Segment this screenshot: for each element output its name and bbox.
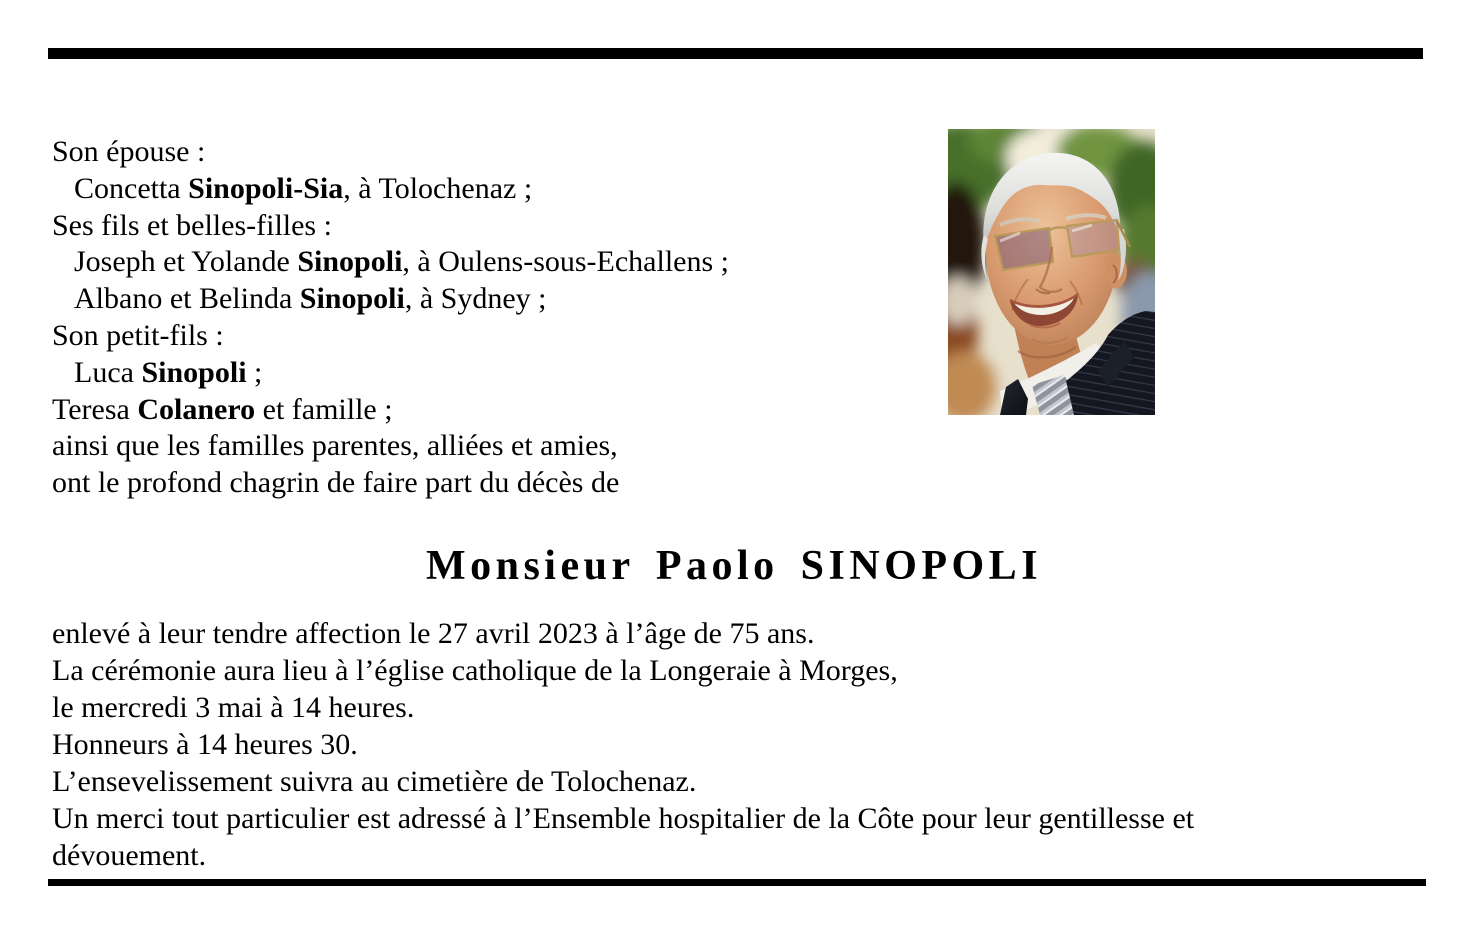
family-line: Teresa Colanero et famille ; <box>52 392 393 426</box>
portrait-photo <box>948 129 1155 415</box>
family-line: Ses fils et belles-filles : <box>52 208 332 242</box>
family-line: Concetta Sinopoli-Sia, à Tolochenaz ; <box>74 171 533 205</box>
family-line: Son petit-fils : <box>52 318 224 352</box>
detail-line: La cérémonie aura lieu à l’église catholique de la Longeraie à Morges, <box>52 654 898 687</box>
detail-line: Un merci tout particulier est adressé à l’Ensemble hospitalier de la Côte pour leur gentillesse et <box>52 802 1195 835</box>
family-line: ainsi que les familles parentes, alliées et amies, <box>52 429 618 463</box>
detail-line: dévouement. <box>52 839 207 872</box>
top-rule <box>48 48 1423 59</box>
family-line: ont le profond chagrin de faire part du décès de <box>52 466 620 500</box>
portrait-photo-illustration <box>948 129 1155 415</box>
family-line: Son épouse : <box>52 135 206 168</box>
family-block <box>52 134 729 502</box>
deceased-name-title: Monsieur Paolo SINOPOLI <box>425 543 1043 589</box>
detail-line: le mercredi 3 mai à 14 heures. <box>52 691 415 724</box>
bottom-rule <box>48 879 1426 886</box>
family-line: Luca Sinopoli ; <box>74 355 263 389</box>
family-line: Albano et Belinda Sinopoli, à Sydney ; <box>74 282 547 316</box>
family-line: Joseph et Yolande Sinopoli, à Oulens-sous-Echallens ; <box>74 245 729 279</box>
detail-line: L’ensevelissement suivra au cimetière de Tolochenaz. <box>52 765 697 798</box>
detail-line: Honneurs à 14 heures 30. <box>52 728 358 761</box>
detail-line: enlevé à leur tendre affection le 27 avril 2023 à l’âge de 75 ans. <box>52 617 815 650</box>
ceremony-details-block <box>52 615 1194 874</box>
